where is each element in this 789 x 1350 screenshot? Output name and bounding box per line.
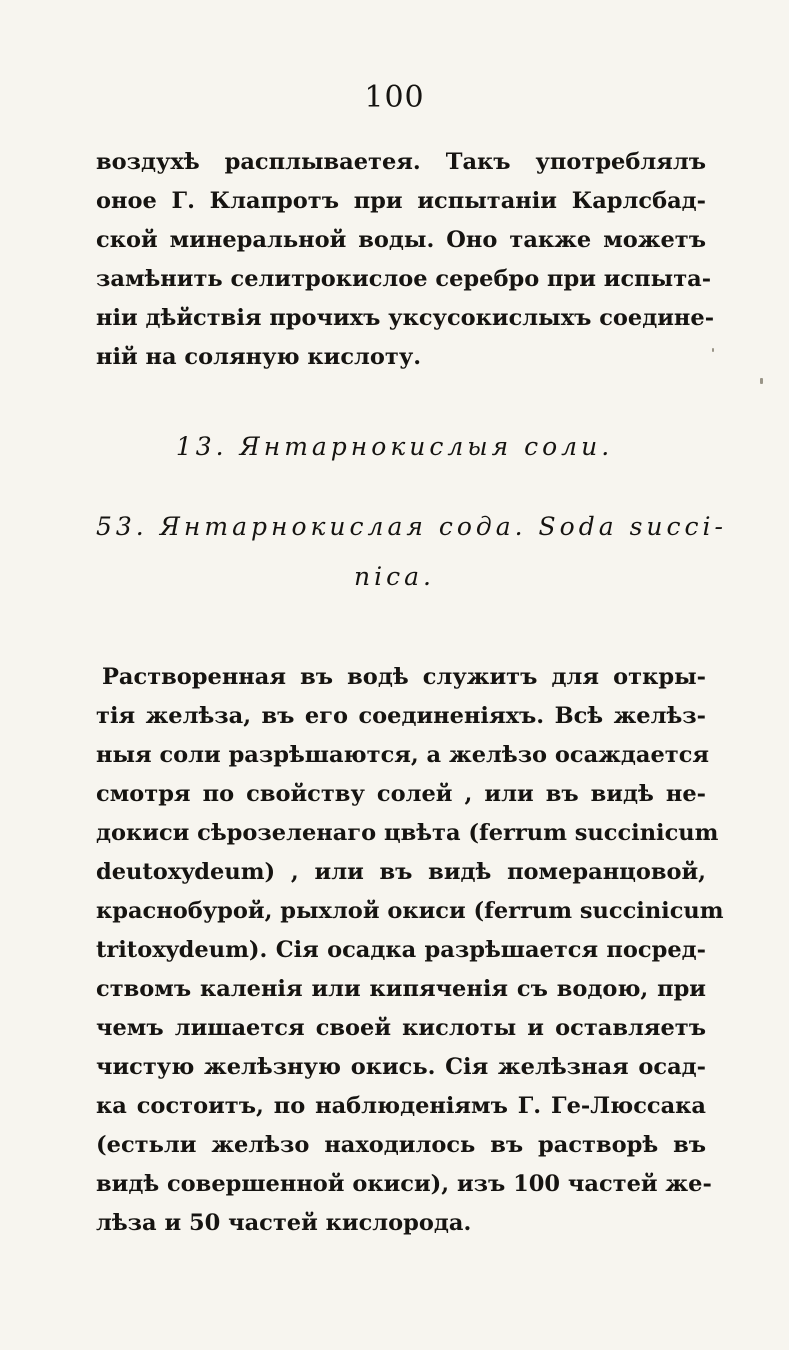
text-line: Растворенная въ водѣ служитъ для откры- (102, 664, 706, 690)
text-line: tritoxydeum). Сія осадка разрѣшается посред- (96, 937, 706, 963)
text-line: ній на соляную кислоту. (96, 344, 422, 370)
text-line: чемъ лишается своей кислоты и оставляетъ (96, 1015, 706, 1041)
text-line: ской минеральной воды. Оно также можетъ (96, 227, 706, 253)
text-line: замѣнить селитрокислое серебро при испыта- (96, 266, 712, 292)
text-line: ніи дѣйствія прочихъ уксусокислыхъ соедине- (96, 305, 715, 331)
article-heading-continuation: nica. (354, 562, 435, 591)
text-line: краснобурой, рыхлой окиси (ferrum succinicum (96, 898, 724, 924)
text-line: смотря по свойству солей , или въ видѣ не- (96, 781, 706, 807)
text-line: чистую желѣзную окись. Сія желѣзная осад- (96, 1054, 706, 1080)
paragraph-article-body (96, 658, 724, 1243)
text-line: тія желѣза, въ его соединеніяхъ. Всѣ желѣз- (96, 703, 706, 729)
section-heading: 13. Янтарнокислыя соли. (175, 432, 614, 461)
article-heading: 53. Янтарнокислая сода. Soda succi- (96, 512, 727, 541)
text-line: ствомъ каленія или кипяченія съ водою, при (96, 976, 706, 1002)
text-line: deutoxydeum) , или въ видѣ померанцовой, (96, 859, 706, 885)
text-line: воздухѣ расплываетея. Такъ употреблялъ (96, 149, 706, 175)
paragraph-continued (96, 143, 715, 377)
text-line: ныя соли разрѣшаются, а желѣзо осаждается (96, 742, 710, 768)
paper-speck (760, 378, 763, 384)
page-number: 100 (364, 80, 425, 115)
text-line: лѣза и 50 частей кислорода. (96, 1210, 472, 1236)
text-line: (естьли желѣзо находилось въ растворѣ въ (96, 1132, 706, 1158)
text-line: докиси сѣрозеленаго цвѣта (ferrum succinicum (96, 820, 719, 846)
text-line: ка состоитъ, по наблюденіямъ Г. Ге-Люссака (96, 1093, 706, 1119)
paper-speck (712, 348, 714, 352)
text-line: видѣ совершенной окиси), изъ 100 частей же- (96, 1171, 712, 1197)
text-line: оное Г. Клапротъ при испытаніи Карлсбад- (96, 188, 706, 214)
